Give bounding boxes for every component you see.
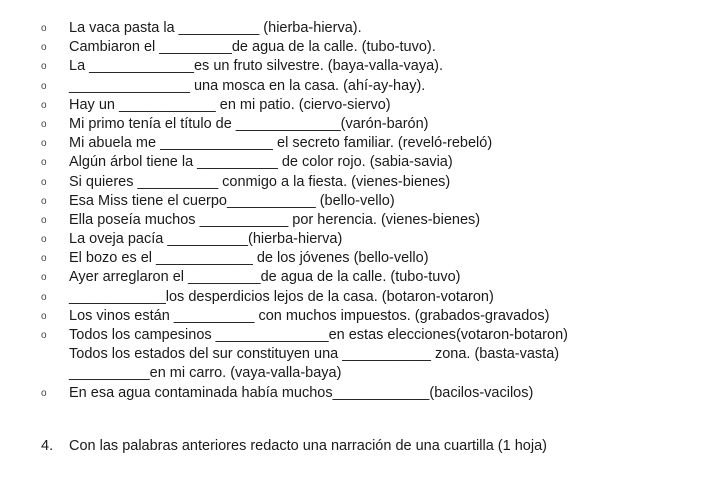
bullet-circle-icon: o: [41, 176, 47, 188]
exercise-item: [0, 249, 720, 268]
bullet-circle-icon: o: [41, 118, 47, 130]
bullet-circle-icon: o: [41, 23, 47, 34]
exercise-item: [0, 38, 720, 57]
bullet-circle-icon: o: [41, 272, 47, 284]
exercise-sentence: La _____________es un fruto silvestre. (baya-valla-vaya).: [69, 58, 444, 75]
exercise-sentence: Los vinos están __________ con muchos impuestos. (grabados-gravados): [69, 307, 550, 324]
exercise-item: [0, 211, 720, 230]
exercise-sentence: Si quieres __________ conmigo a la fiesta. (vienes-bienes): [69, 173, 451, 190]
instruction-text: Con las palabras anteriores redacto una narración de una cuartilla (1 hoja): [69, 438, 547, 454]
exercise-sentence: En esa agua contaminada había muchos____________(bacilos-vacilos): [69, 384, 534, 401]
bullet-circle-icon: o: [41, 138, 47, 150]
exercise-sentence: ____________los desperdicios lejos de la casa. (botaron-votaron): [69, 288, 494, 305]
exercise-list: [0, 19, 720, 403]
exercise-sentence: La oveja pacía __________(hierba-hierva): [69, 231, 343, 248]
bullet-circle-icon: o: [41, 195, 47, 207]
bullet-circle-icon: o: [41, 234, 47, 246]
bullet-circle-icon: o: [41, 387, 47, 399]
exercise-sentence: __________en mi carro. (vaya-valla-baya): [69, 365, 342, 382]
exercise-sentence: Ayer arreglaron el _________de agua de la calle. (tubo-tuvo): [69, 269, 461, 286]
exercise-sentence: Mi abuela me ______________ el secreto familiar. (reveló-rebeló): [69, 135, 493, 152]
exercise-item: [0, 134, 720, 153]
exercise-sentence: Cambiaron el _________de agua de la calle. (tubo-tuvo).: [69, 39, 436, 56]
bullet-circle-icon: o: [41, 61, 47, 73]
exercise-item: [0, 230, 720, 249]
bullet-circle-icon: o: [41, 214, 47, 226]
exercise-item: [0, 77, 720, 96]
exercise-sentence: Esa Miss tiene el cuerpo___________ (bello-vello): [69, 192, 395, 209]
exercise-item: [0, 96, 720, 115]
exercise-item: [0, 364, 720, 383]
exercise-sentence: Mi primo tenía el título de _____________(varón-barón): [69, 115, 429, 132]
exercise-item: [0, 19, 720, 38]
exercise-item: [0, 57, 720, 76]
bullet-circle-icon: o: [41, 157, 47, 169]
instruction-4: [0, 436, 720, 456]
exercise-sentence: Ella poseía muchos ___________ por herencia. (vienes-bienes): [69, 211, 481, 228]
bullet-circle-icon: o: [41, 80, 47, 92]
exercise-item: [0, 307, 720, 326]
bullet-circle-icon: o: [41, 291, 47, 303]
exercise-sentence: El bozo es el ____________ de los jóvenes (bello-vello): [69, 250, 429, 267]
bullet-circle-icon: o: [41, 253, 47, 265]
exercise-sentence: Todos los estados del sur constituyen una ___________ zona. (basta-vasta): [69, 346, 560, 363]
exercise-item: [0, 173, 720, 192]
exercise-item: [0, 384, 720, 403]
bullet-circle-icon: o: [41, 310, 47, 322]
exercise-sentence: Algún árbol tiene la __________ de color rojo. (sabia-savia): [69, 154, 453, 171]
exercise-item: [0, 153, 720, 172]
exercise-sentence: Hay un ____________ en mi patio. (ciervo-siervo): [69, 96, 391, 113]
bullet-circle-icon: o: [41, 42, 47, 54]
exercise-item: [0, 268, 720, 287]
exercise-item: [0, 192, 720, 211]
instruction-number: 4.: [41, 438, 54, 454]
exercise-item: [0, 288, 720, 307]
exercise-sentence: Todos los campesinos ______________en estas elecciones(votaron-botaron): [69, 327, 568, 343]
exercise-sentence: _______________ una mosca en la casa. (ahí-ay-hay).: [69, 77, 426, 94]
bullet-circle-icon: o: [41, 99, 47, 111]
exercise-item: [0, 326, 720, 345]
exercise-sentence: La vaca pasta la __________ (hierba-hierva).: [69, 20, 362, 36]
exercise-item: [0, 345, 720, 364]
bullet-circle-icon: o: [41, 330, 47, 341]
exercise-item: [0, 115, 720, 134]
